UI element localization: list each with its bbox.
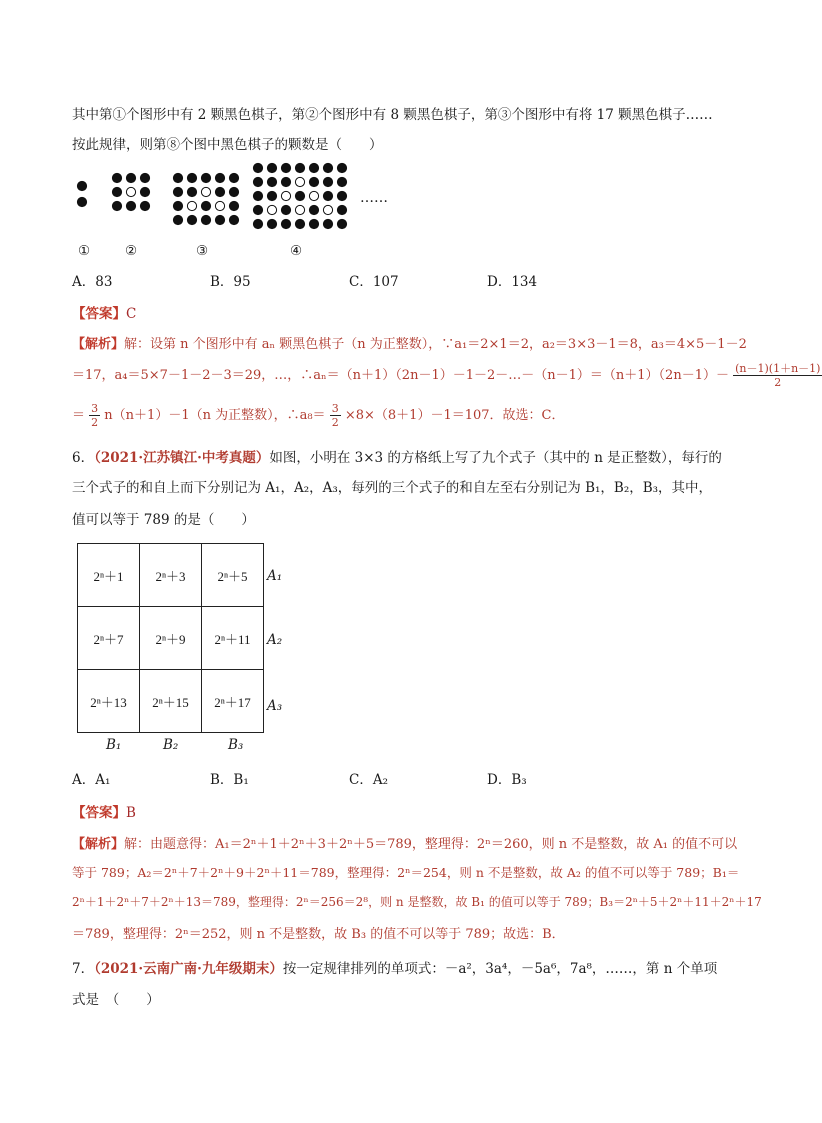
q5-analysis-line-3	[72, 402, 564, 429]
black-piece	[323, 177, 332, 186]
q7-stem-line-2: 式是 （ ）	[72, 992, 160, 1008]
black-piece	[140, 173, 149, 182]
black-piece	[337, 205, 346, 214]
q6-analysis-line-4: ＝789，整理得：2ⁿ＝252，则 n 不是整数，故 B₃ 的值不可以等于 789；故选：B．	[72, 927, 565, 942]
black-piece	[337, 191, 346, 200]
q5-analysis-line-2	[72, 362, 822, 389]
black-piece	[77, 197, 86, 206]
white-piece	[323, 205, 332, 214]
fraction-numerator: 3	[91, 402, 99, 415]
row-label-a1: A₁	[267, 568, 283, 584]
grid-cell: 2ⁿ＋5	[202, 544, 264, 607]
grid-row	[78, 544, 264, 607]
answer-value: B	[126, 805, 136, 821]
q6-answer	[72, 801, 136, 821]
black-piece	[112, 201, 121, 210]
white-piece	[267, 205, 276, 214]
analysis-text: n（n＋1）－1（n 为正整数），∴a₈＝	[104, 408, 326, 423]
black-piece	[281, 163, 290, 172]
grid-cell: 2ⁿ＋11	[202, 607, 264, 670]
black-piece	[337, 219, 346, 228]
black-piece	[173, 201, 182, 210]
row-label-a3: A₃	[267, 698, 283, 714]
analysis-text: ×8×（8＋1）－1＝107．故选：C．	[344, 408, 565, 423]
grid-row	[78, 670, 264, 733]
black-piece	[140, 187, 149, 196]
white-piece	[215, 201, 224, 210]
black-piece	[187, 215, 196, 224]
white-piece	[281, 191, 290, 200]
black-piece	[173, 187, 182, 196]
black-piece	[215, 187, 224, 196]
black-piece	[215, 173, 224, 182]
black-piece	[112, 173, 121, 182]
ellipsis: ……	[360, 190, 388, 206]
black-piece	[309, 163, 318, 172]
black-piece	[126, 173, 135, 182]
black-piece	[295, 163, 304, 172]
answer-tag: 【答案】	[72, 805, 126, 821]
grid-cell: 2ⁿ＋9	[140, 607, 202, 670]
fraction	[89, 402, 100, 429]
black-piece	[309, 205, 318, 214]
black-piece	[253, 191, 262, 200]
fraction-denominator: 2	[774, 376, 782, 389]
black-piece	[215, 215, 224, 224]
q6-analysis-line-2: 等于 789；A₂＝2ⁿ＋7＋2ⁿ＋9＋2ⁿ＋11＝789，整理得：2ⁿ＝254，则 n 不是整数，故 A₂ 的值不可以等于 789；B₁＝	[72, 865, 740, 880]
fraction-denominator: 2	[331, 416, 339, 429]
fig-label-1: ①	[78, 243, 91, 259]
q6-choice-d: D．B₃	[487, 772, 527, 788]
question-number: 6．	[72, 450, 95, 466]
black-piece	[187, 187, 196, 196]
black-piece	[201, 173, 210, 182]
question-source: （2021·云南广南·九年级期末）	[94, 961, 283, 977]
analysis-text: 解：由题意得：A₁＝2ⁿ＋1＋2ⁿ＋3＋2ⁿ＋5＝789，整理得：2ⁿ＝260，则 n 不是整数，故 A₁ 的值不可以	[124, 837, 738, 852]
fraction-denominator: 2	[91, 416, 99, 429]
col-label-b1: B₁	[106, 737, 122, 753]
white-piece	[295, 205, 304, 214]
black-piece	[126, 201, 135, 210]
black-piece	[267, 219, 276, 228]
q6-stem-line-1	[72, 446, 722, 466]
black-piece	[229, 187, 238, 196]
black-piece	[309, 219, 318, 228]
row-label-a2: A₂	[267, 632, 283, 648]
black-piece	[253, 177, 262, 186]
black-piece	[295, 219, 304, 228]
black-piece	[295, 191, 304, 200]
fig-label-3: ③	[196, 243, 209, 259]
answer-tag: 【答案】	[72, 306, 126, 322]
black-piece	[323, 219, 332, 228]
black-piece	[229, 201, 238, 210]
black-piece	[337, 177, 346, 186]
q6-text: 如图，小明在 3×3 的方格纸上写了九个式子（其中的 n 是正整数），每行的	[269, 450, 722, 466]
q6-analysis-line-3: 2ⁿ＋1＋2ⁿ＋7＋2ⁿ＋13＝789，整理得：2ⁿ＝256＝2⁸，则 n 是整数，故 B₁ 的值可以等于 789；B₃＝2ⁿ＋5＋2ⁿ＋11＋2ⁿ＋17	[72, 895, 762, 909]
white-piece	[295, 177, 304, 186]
fraction-numerator: 3	[331, 402, 339, 415]
q5-choice-b: B．95	[210, 274, 251, 290]
question-number: 7．	[72, 961, 95, 977]
black-piece	[281, 205, 290, 214]
q5-choice-a: A．83	[72, 274, 113, 290]
answer-value: C	[126, 306, 137, 322]
black-piece	[187, 173, 196, 182]
black-piece	[323, 163, 332, 172]
black-piece	[323, 191, 332, 200]
grid-cell: 2ⁿ＋1	[78, 544, 140, 607]
q5-analysis-line-1	[72, 333, 747, 352]
black-piece	[201, 215, 210, 224]
black-piece	[281, 219, 290, 228]
black-piece	[267, 177, 276, 186]
q6-stem-line-2: 三个式子的和自上而下分别记为 A₁，A₂，A₃，每列的三个式子的和自左至右分别记为 B₁，B₂，B₃，其中，	[72, 480, 713, 496]
col-label-b2: B₂	[163, 737, 179, 753]
white-piece	[309, 191, 318, 200]
q6-stem-line-3: 值可以等于 789 的是（ ）	[72, 512, 255, 528]
black-piece	[229, 173, 238, 182]
grid-cell: 2ⁿ＋15	[140, 670, 202, 733]
black-piece	[112, 187, 121, 196]
white-piece	[187, 201, 196, 210]
q5-stem-line-2: 按此规律，则第⑧个图中黑色棋子的颗数是（ ）	[72, 137, 383, 153]
q5-choice-c: C．107	[349, 274, 399, 290]
q6-choice-b: B．B₁	[210, 772, 249, 788]
black-piece	[267, 191, 276, 200]
expression-grid	[77, 543, 264, 733]
black-piece	[201, 201, 210, 210]
fig-label-4: ④	[290, 243, 303, 259]
q5-choice-d: D．134	[487, 274, 538, 290]
q5-pattern-figures	[70, 158, 410, 238]
grid-cell: 2ⁿ＋13	[78, 670, 140, 733]
question-source: （2021·江苏镇江·中考真题）	[94, 450, 270, 466]
black-piece	[140, 201, 149, 210]
black-piece	[253, 205, 262, 214]
black-piece	[173, 173, 182, 182]
fraction	[733, 362, 822, 389]
q5-stem-line-1: 其中第①个图形中有 2 颗黑色棋子，第②个图形中有 8 颗黑色棋子，第③个图形中有将 17 颗黑色棋子……	[72, 107, 713, 123]
q7-stem-line-1	[72, 957, 717, 977]
black-piece	[253, 219, 262, 228]
q6-analysis-line-1	[72, 833, 737, 852]
black-piece	[309, 177, 318, 186]
black-piece	[267, 163, 276, 172]
col-label-b3: B₃	[228, 737, 244, 753]
black-piece	[229, 215, 238, 224]
analysis-text: ＝17，a₄＝5×7－1－2－3＝29，…，∴aₙ＝（n＋1）（2n－1）－1－2－…－（n－1）＝（n＋1）（2n－1）－	[72, 368, 729, 383]
analysis-text: ＝	[72, 408, 86, 423]
white-piece	[201, 187, 210, 196]
q6-choice-c: C．A₂	[349, 772, 388, 788]
black-piece	[173, 215, 182, 224]
black-piece	[281, 177, 290, 186]
fraction-numerator: (n－1)(1＋n－1)	[735, 362, 821, 375]
grid-cell: 2ⁿ＋7	[78, 607, 140, 670]
analysis-tag: 【解析】	[72, 837, 125, 852]
black-piece	[77, 181, 86, 190]
black-piece	[337, 163, 346, 172]
q6-choice-a: A．A₁	[72, 772, 111, 788]
fig-label-2: ②	[125, 243, 138, 259]
q7-text: 按一定规律排列的单项式：－a²，3a⁴，－5a⁶，7a⁸，……，第 n 个单项	[282, 961, 718, 977]
fraction	[330, 402, 341, 429]
analysis-tag: 【解析】	[72, 337, 125, 352]
grid-cell: 2ⁿ＋3	[140, 544, 202, 607]
analysis-text: 解：设第 n 个图形中有 aₙ 颗黑色棋子（n 为正整数），∵a₁＝2×1＝2，a₂＝3×3－1＝8，a₃＝4×5－1－2	[124, 337, 747, 352]
grid-row	[78, 607, 264, 670]
q5-answer	[72, 302, 136, 322]
grid-cell: 2ⁿ＋17	[202, 670, 264, 733]
black-piece	[253, 163, 262, 172]
white-piece	[126, 187, 135, 196]
